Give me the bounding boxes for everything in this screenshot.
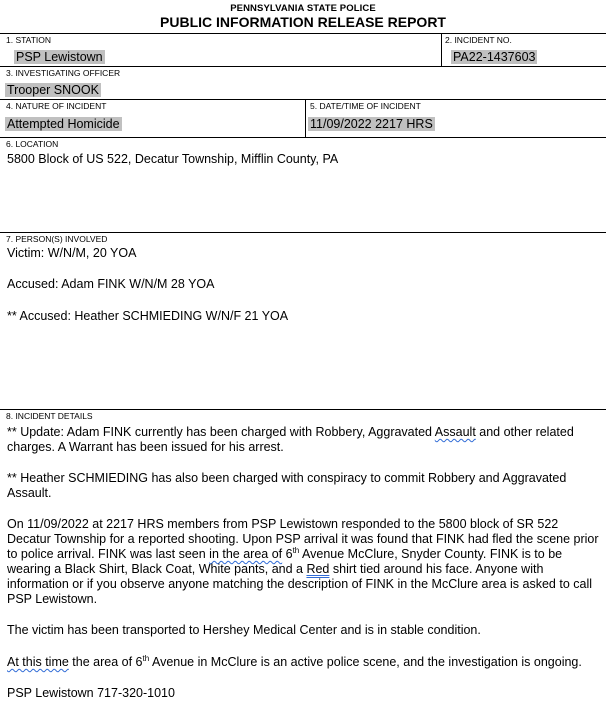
datetime-label: 5. DATE/TIME OF INCIDENT — [310, 101, 421, 111]
details-scene-status: At this time the area of 6th Avenue in McClure is an active police scene, and the investigation is ongoing. — [7, 653, 582, 669]
officer-value: Trooper SNOOK — [7, 83, 99, 97]
incident-no-value: PA22-1437603 — [453, 50, 536, 64]
row5-top-border — [0, 232, 606, 233]
details-narrative: On 11/09/2022 at 2217 HRS members from PSP Lewistown responded to the 5800 block of SR 522 Decatur Township for a reported shooting. Upon PSP arrival it was found that FINK had fled the scene prior to police arrival. FINK was last seen in the area of 6th Avenue McClure, Snyder County. FINK is to be wearing a Black Shirt, Black Coat, White pants, and a Red shirt tied around his face. Anyone with information or if you observe anyone matching the description of FINK in the McClure area is asked to call PSP Lewistown. — [7, 517, 599, 606]
datetime-value: 11/09/2022 2217 HRS — [310, 117, 433, 131]
row2-top-border — [0, 66, 606, 67]
details-update-schmieding: ** Heather SCHMIEDING has also been charged with conspiracy to commit Robbery and Aggravated Assault. — [7, 471, 567, 500]
details-label: 8. INCIDENT DETAILS — [6, 411, 93, 421]
row6-top-border — [0, 409, 606, 410]
row3-top-border — [0, 99, 606, 100]
row4-top-border — [0, 137, 606, 138]
station-value: PSP Lewistown — [16, 50, 103, 64]
officer-label: 3. INVESTIGATING OFFICER — [6, 68, 121, 78]
person-accused-1: Accused: Adam FINK W/N/M 28 YOA — [7, 277, 215, 291]
report-title: PUBLIC INFORMATION RELEASE REPORT — [160, 14, 446, 30]
location-label: 6. LOCATION — [6, 139, 59, 149]
row3-divider — [305, 99, 306, 137]
nature-label: 4. NATURE OF INCIDENT — [6, 101, 107, 111]
details-contact-phone: PSP Lewistown 717-320-1010 — [7, 686, 175, 700]
person-victim: Victim: W/N/M, 20 YOA — [7, 246, 137, 260]
incident-no-label: 2. INCIDENT NO. — [445, 35, 512, 45]
details-victim-status: The victim has been transported to Hershey Medical Center and is in stable condition. — [7, 623, 481, 637]
person-accused-2: ** Accused: Heather SCHMIEDING W/N/F 21 YOA — [7, 309, 289, 323]
row1-top-border — [0, 33, 606, 34]
station-label: 1. STATION — [6, 35, 52, 45]
row1-divider — [441, 33, 442, 66]
nature-value: Attempted Homicide — [7, 117, 120, 131]
agency-name: PENNSYLVANIA STATE POLICE — [230, 3, 376, 14]
details-update-fink: ** Update: Adam FINK currently has been charged with Robbery, Aggravated Assault and other related charges. A Warrant has been issued for his arrest. — [7, 425, 574, 454]
location-value: 5800 Block of US 522, Decatur Township, Mifflin County, PA — [7, 152, 339, 166]
persons-label: 7. PERSON(S) INVOLVED — [6, 234, 108, 244]
